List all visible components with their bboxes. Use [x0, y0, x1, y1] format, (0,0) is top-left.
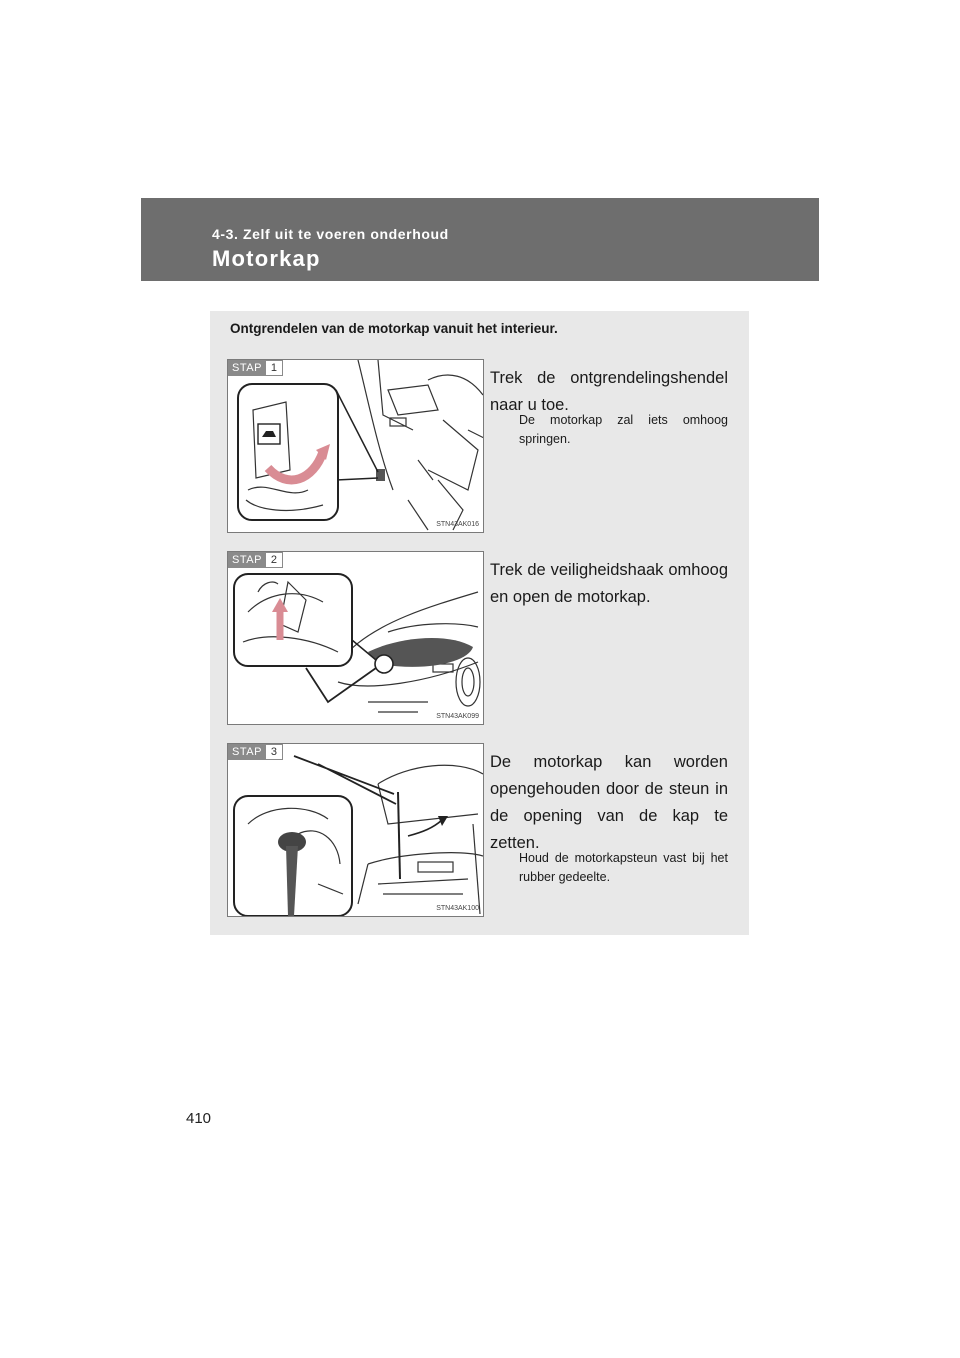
step-3-illustration — [227, 743, 484, 917]
instruction-panel — [210, 311, 749, 935]
step-1-instruction: Trek de ontgrendelingshendel naar u toe. — [490, 369, 728, 414]
release-lever-drawing — [228, 360, 484, 533]
step-3-note: Houd de motorkapsteun vast bij het rubber gedeelte. — [519, 851, 728, 884]
page-number: 410 — [186, 1110, 212, 1127]
step-2-instruction: Trek de veiligheidshaak omhoog en open de motorkap. — [490, 561, 728, 606]
page-title: Motorkap — [212, 246, 321, 271]
step-3-instruction: De motorkap kan worden opengehouden door de steun in de opening van de kap te zetten. — [490, 753, 728, 852]
section-label: 4-3. Zelf uit te voeren onderhoud — [212, 226, 449, 242]
step-2-badge — [228, 552, 283, 568]
step-1-badge — [228, 360, 283, 376]
step-2-figure-code: STN43AK099 — [436, 713, 479, 720]
step-3-figure-code: STN43AK100 — [436, 905, 479, 912]
hood-support-drawing — [228, 744, 484, 917]
step-3-badge-label: STAP — [228, 744, 266, 760]
step-3-badge-number: 3 — [266, 744, 283, 760]
step-1-illustration — [227, 359, 484, 533]
step-2-badge-number: 2 — [266, 552, 283, 568]
step-1-figure-code: STN43AK016 — [436, 521, 479, 528]
step-2-illustration — [227, 551, 484, 725]
step-1-badge-number: 1 — [266, 360, 283, 376]
step-2-badge-label: STAP — [228, 552, 266, 568]
step-1-badge-label: STAP — [228, 360, 266, 376]
chapter-header — [141, 198, 819, 281]
intro-heading: Ontgrendelen van de motorkap vanuit het interieur. — [230, 321, 558, 336]
step-3-badge — [228, 744, 283, 760]
safety-catch-drawing — [228, 552, 484, 725]
step-1-note: De motorkap zal iets omhoog springen. — [519, 413, 728, 446]
